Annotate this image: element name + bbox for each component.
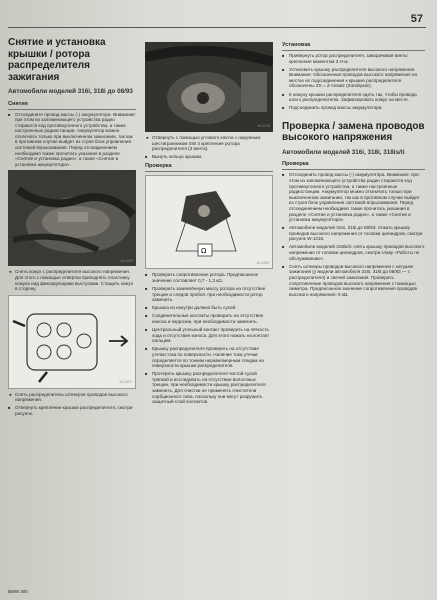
column-2 (145, 34, 273, 407)
svg-text:Ω: Ω (201, 247, 207, 256)
footer-label: BMW 300 (8, 589, 28, 594)
step-clean-cover: ■ Протереть крышку распределителя чистой сухой тряпкой и исследовать на отсутствие волосяных трещин, при необходимости крышку распределителя заменить. Для очистки не применять очистители сорбционного типа, поскольку они могут разрушить защитный слой контактов. (145, 371, 273, 405)
caption-remove-plug-distributor: ◄ Снять распределитель штекеров проводов высокого напряжения. (8, 392, 136, 403)
caption-rotor-bolts: ◄ Отвернуть с помощью углового ключа с наружным шестигранником SW 3 крепление ротора распределителя (3 винта). (145, 135, 273, 152)
step-install-cover: ■ Установить крышку распределителя высокого напряжения. Внимание: Обозначения проводов высокого напряжения на местах их подсоединения к крышке распределителя обозначены ZS = Z Ansatz (Zündspule). (282, 67, 425, 89)
photo-distributor-cover (8, 170, 136, 266)
models-subheading: Автомобили моделей 316i, 318i до 08/93 (8, 88, 133, 95)
step-fit-cap: ■ К кожуху крышки распределителя одеть так, чтобы провода шли к распределителю. Зафиксировать кожух на месте. (282, 92, 425, 103)
figure-id: W-1494 (256, 260, 269, 265)
step-remove-lead-cover-316: ■ Автомобили моделей 316i, 318i до 08/93: отжать крышку проводов высокого напряжения от головки цилиндров, смотри рисунок W-1218. (282, 225, 425, 242)
step-battery-2: ■ Отсоединить провод массы (-) аккумулятора. Внимание: при этом из запоминающего устройства радио стираются код противоугонного устройства, а также настроенные радиостанции. Аккумулятор можно отключать только при выключенном зажигании, так как в противном случае выйдет из строя блок управления системой впрыскивания. Перед отсоединением необходимо также прочитать указания в разделе «Снятие и установка радио», а также «Снятие и установка аккумулятора». (282, 172, 425, 222)
step-check-tracking: ■ Крышку распределителя проверить на отсутствие утечки тока по поверхности. Наличие тока утечки определяется по тонким неравномерным следам на поверхности крышки распределителя. (145, 346, 273, 368)
step-check-rotor-cracks: ■ Проверить заземлённую массу ротора на отсутствие трещин и следов пробоя, при необходимости ротор заменить. (145, 286, 273, 303)
step-check-rotor-resistance: ■ Проверить сопротивление ротора. Предписанное значение составляет 0,7 - 1,3 кΩ. (145, 272, 273, 283)
photo-rotor (145, 42, 273, 132)
step-screw-rotor: ■ Привернуть ротор распределителя, заворачивая винты крепления моментом 3 Н·м. (282, 53, 425, 64)
column-3 (282, 34, 425, 300)
subsection-check-2: Проверка (282, 161, 425, 170)
subsection-check: Проверка (145, 163, 273, 172)
step-connect-ground: ■ Подсоединить провод массы аккумулятора. (282, 105, 425, 111)
drawing-distributor-wiring (8, 295, 136, 389)
figure-id: W-1217 (119, 380, 132, 385)
step-remove-ring: ■ Вынуть кольцо крышки. (145, 154, 273, 160)
drawing-rotor-ohmmeter (145, 175, 273, 269)
step-check-contacts: ■ Соединительные контакты проверить на отсутствие износа и коррозии, при необходимости заменить. (145, 313, 273, 324)
line-drawing (146, 176, 273, 268)
header-rule (8, 27, 426, 28)
step-battery: ■ Отсоедините провод массы (-) аккумулятора. Внимание: при этом из запоминающего устройства радио стираются код противоугонного устройства, а также настроенные радиостанции. Аккумулятор можно отключать только при выключенном зажигании, так как в противном случае выйдет из строя блок управления системой впрыскивания. Перед отсоединением необходимо также прочитать указания в разделе «Снятие и установка радио», а также «Снятие и установка аккумулятора». (8, 112, 136, 168)
step-remove-lead-cover-318is: ■ Автомобили моделей 318is/ti: снять крышку проводов высокого напряжения от головки цилиндров, смотри главу «Работы по обслуживанию». (282, 244, 425, 261)
page-number: 57 (410, 13, 423, 25)
section-heading-ht-leads: Проверка / замена проводов высокого напряжения (282, 120, 425, 144)
line-drawing (9, 296, 136, 388)
subsection-removal: Снятие (8, 101, 136, 110)
section-heading-distributor: Снятие и установка крышки / ротора распределителя зажигания (8, 37, 106, 83)
photo-drawing (145, 42, 273, 132)
models-subheading-2: Автомобили моделей 316i, 318i, 318is/ti (282, 148, 405, 156)
step-unscrew-cover: ■ Отвернуть крепление крышки распределителя, смотри рисунок. (8, 405, 136, 416)
step-measure-lead-resistance: ■ Снять штекеры проводов высокого напряжения с катушек зажигания (у модели автомобиля 316i, 318i до 08/93 — с распределителя) и свечей зажигания. Проверить сопротивление проводов высокого напряжения с помощью омметра. Предписанное значение сопротивления проводов высокого напряжения: 6 кΩ. (282, 264, 425, 298)
caption-remove-cover: ◄ Снять кожух с распределителя высокого напряжения. Для этого с помощью отвёртки приподнять пластинку кожуха над фиксирующими выступами. Стащить кожух в сторону. (8, 269, 136, 291)
step-check-carbon-contact: ■ Центральный угольный контакт проверить на лёгкость хода и отсутствие износа. Для этого нажать на контакт пальцем. (145, 327, 273, 344)
subsection-install: Установка (282, 42, 425, 51)
step-cover-dry: ■ Крышка из изнутри должна быть сухой. (145, 305, 273, 311)
figure-id: W-1229 (120, 258, 133, 263)
column-1 (8, 34, 136, 419)
photo-drawing (8, 170, 136, 266)
figure-id: W-1218 (257, 124, 270, 129)
